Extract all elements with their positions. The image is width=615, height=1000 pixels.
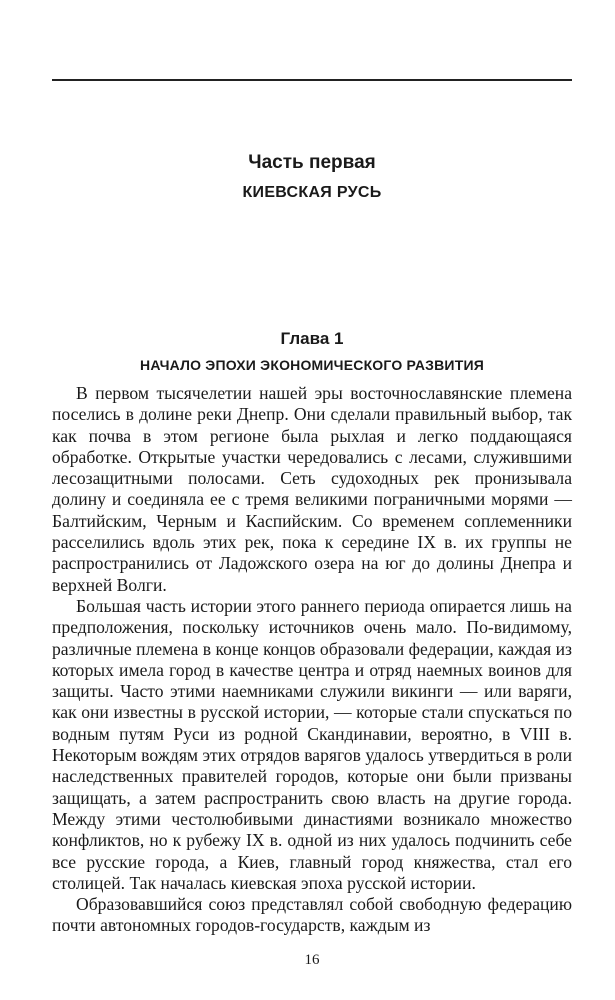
paragraph: Образовавшийся союз представлял собой свободную федерацию почти автономных городов-государств, каждым из [52, 894, 572, 936]
part-subtitle: КИЕВСКАЯ РУСЬ [242, 184, 382, 201]
part-heading [52, 148, 572, 208]
chapter-heading [52, 326, 572, 378]
paragraph: Большая часть истории этого раннего периода опирается лишь на предположения, поскольку источников очень мало. По-видимому, различные племена в конце концов образовали федерации, каждая из которых имела город в качестве центра и отряд наемных воинов для защиты. Часто этими наемниками служили викинги — или варяги, как они известны в русской истории, — которые стали спускаться по водным путям Руси из родной Скандинавии, вероятно, в VIII в. Некоторым вождям этих отрядов варягов удалось утвердиться в роли наследственных правителей городов, которые они были призваны защищать, а затем распространить свою власть на другие города. Между этими честолюбивыми династиями возникало множество конфликтов, но к рубежу IX в. одной из них удалось подчинить себе все русские города, а Киев, главный город княжества, стал его столицей. Так началась киевская эпоха русской истории. [52, 595, 572, 893]
part-title: Часть первая [248, 152, 376, 173]
paragraph: В первом тысячелетии нашей эры восточнославянские племена поселись в долине реки Днепр. Они сделали правильный выбор, так как почва в этом регионе была рыхлая и легко поддающаяся обработке. Открытые участки чередовались с лесами, служившими лесозащитными полосами. Сеть судоходных рек пронизывала долину и соединяла ее с тремя великими пограничными морями — Балтийским, Черным и Каспийским. Со временем соплеменники расселились вдоль этих рек, пока к середине IX в. их группы не распространились от Ладожского озера на юг до долины Днепра и верхней Волги. [52, 383, 572, 595]
chapter-number: Глава 1 [280, 329, 344, 348]
chapter-title: НАЧАЛО ЭПОХИ ЭКОНОМИЧЕСКОГО РАЗВИТИЯ [140, 357, 484, 373]
page-number: 16 [304, 952, 320, 968]
body-text [52, 383, 572, 937]
top-rule [52, 79, 572, 81]
